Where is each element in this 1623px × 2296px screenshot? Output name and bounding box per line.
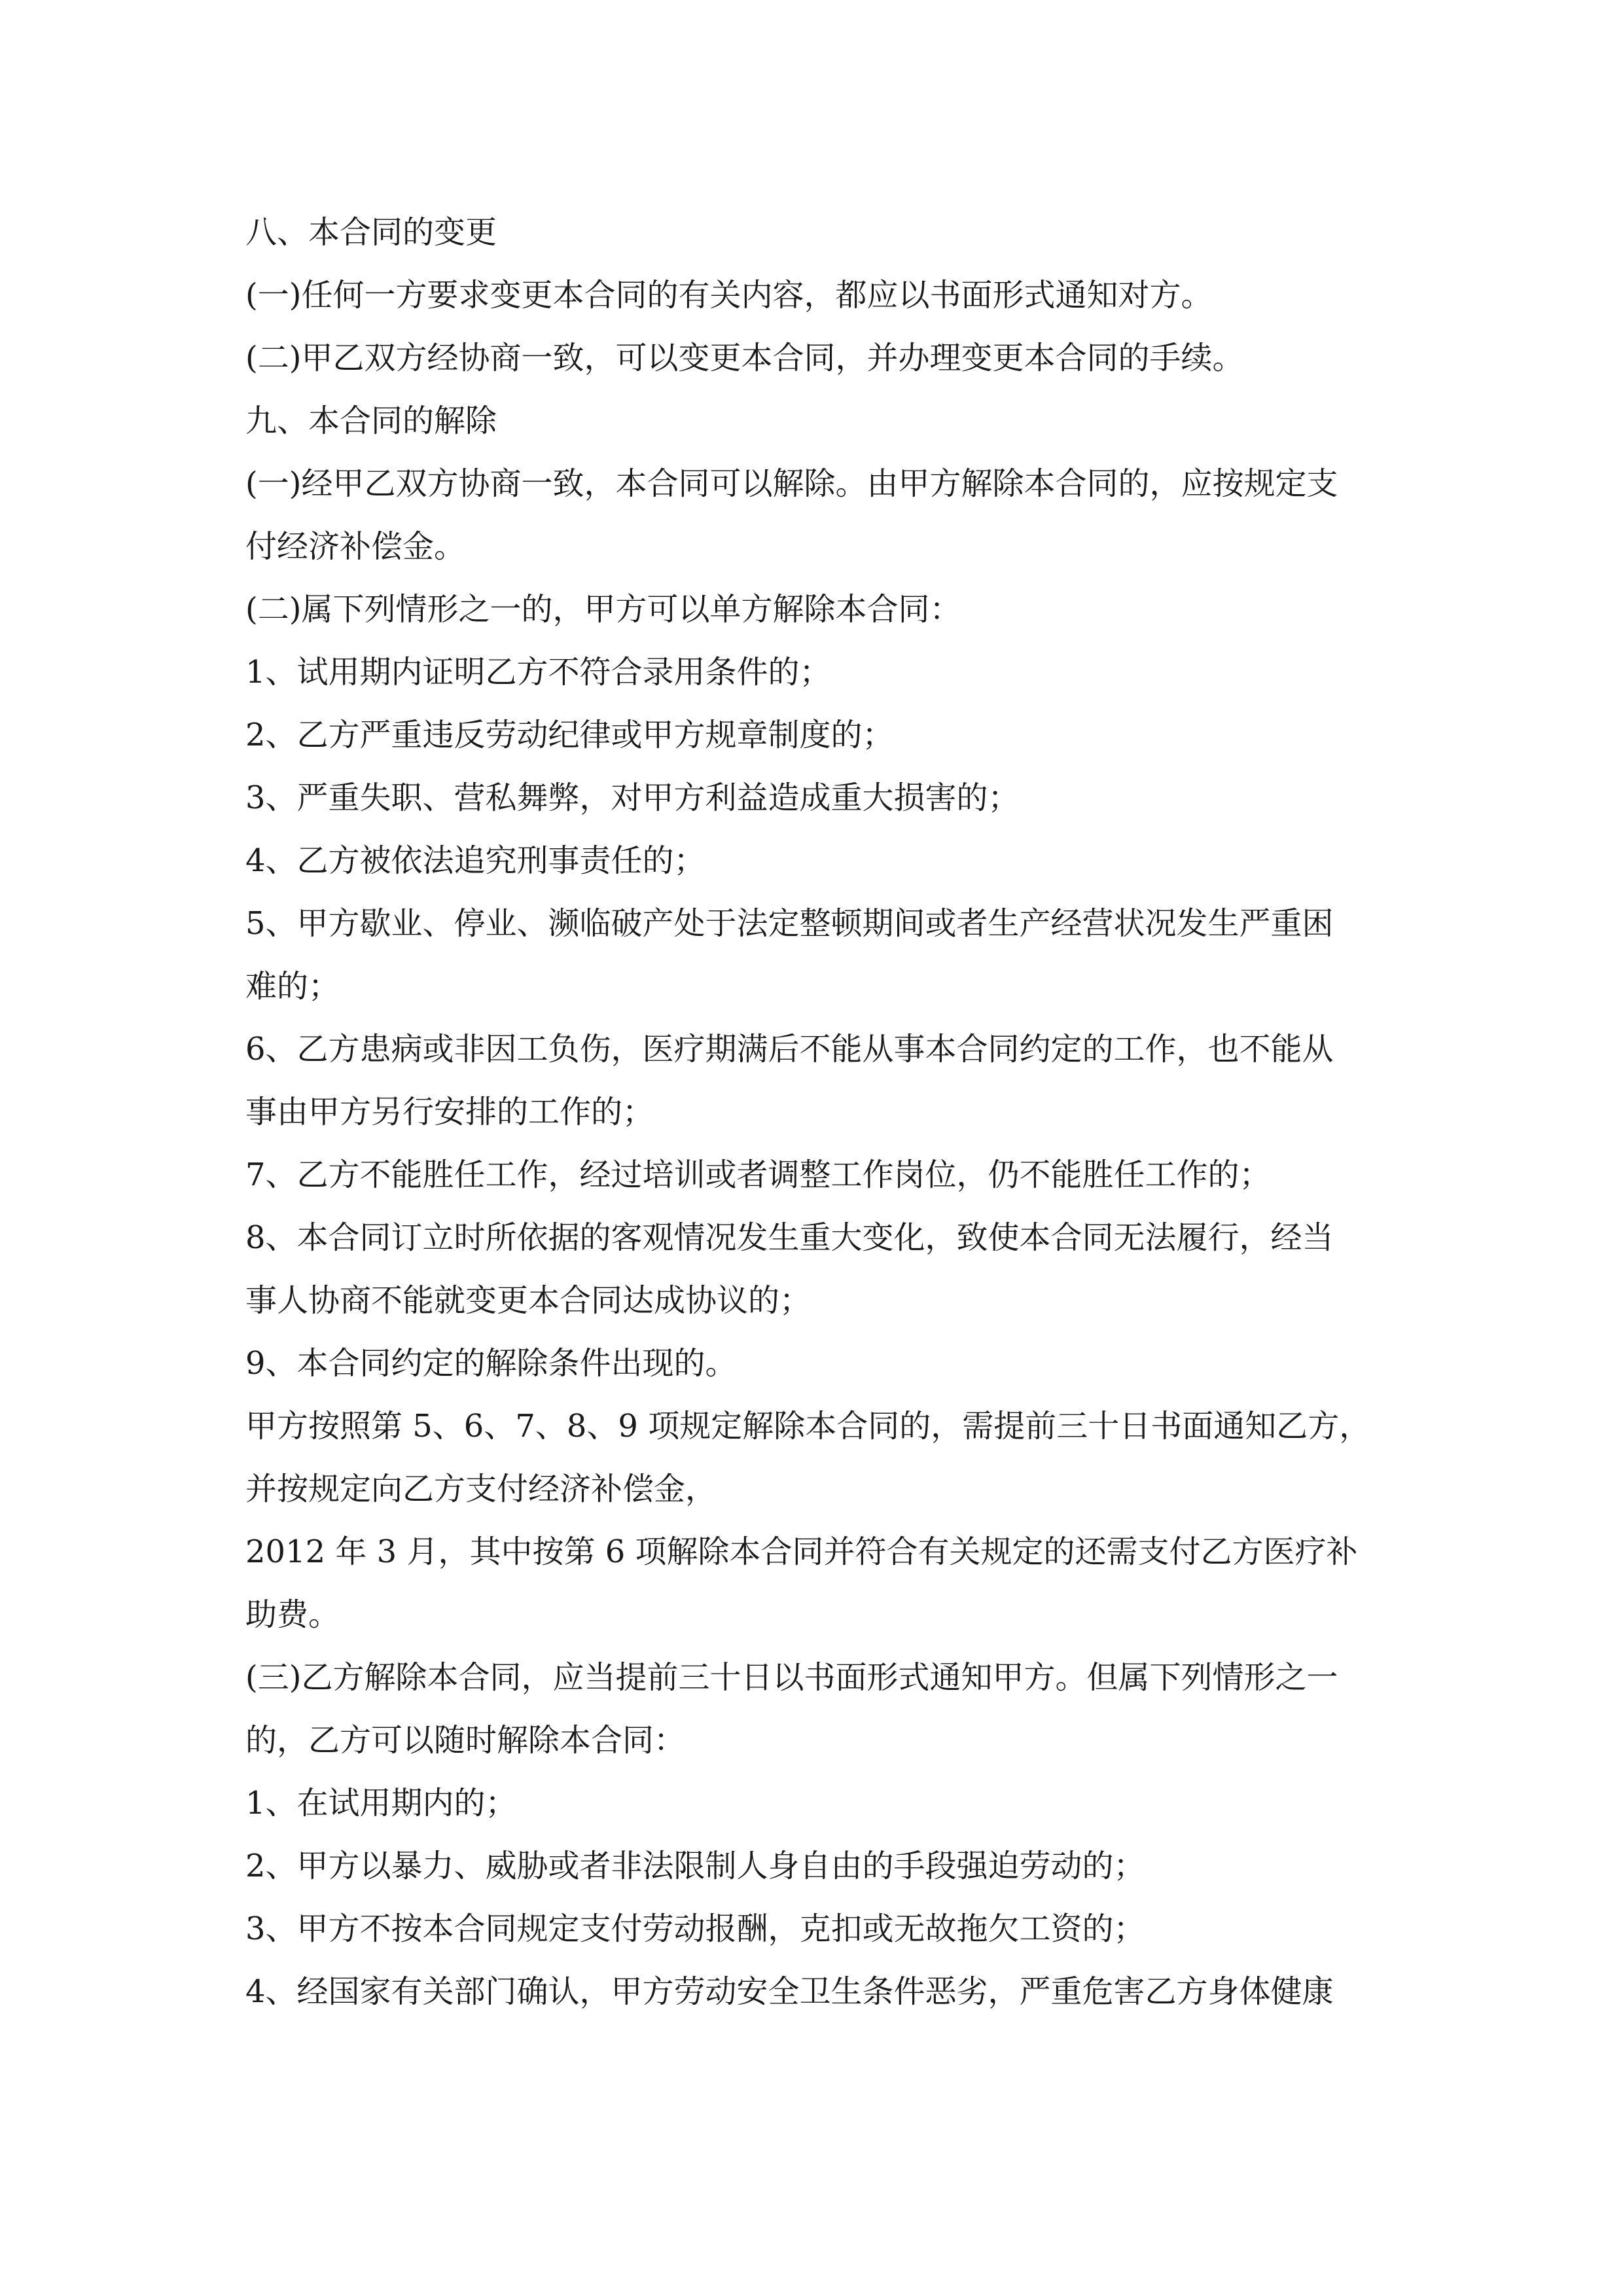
list-item-continuation: 事由甲方另行安排的工作的；	[245, 1094, 654, 1130]
list-item: 7、乙方不能胜任工作，经过培训或者调整工作岗位，仍不能胜任工作的；	[245, 1157, 1271, 1193]
list-item: 6、乙方患病或非因工负伤，医疗期满后不能从事本合同约定的工作，也不能从	[245, 1031, 1334, 1067]
list-item: 5、甲方歇业、停业、濒临破产处于法定整顿期间或者生产经营状况发生严重困	[245, 905, 1334, 942]
paragraph-line: (一)经甲乙双方协商一致，本合同可以解除。由甲方解除本合同的，应按规定支	[245, 465, 1338, 502]
paragraph-line: 2012 年 3 月，其中按第 6 项解除本合同并符合有关规定的还需支付乙方医疗补	[245, 1534, 1358, 1570]
list-item: 2、乙方严重违反劳动纪律或甲方规章制度的；	[245, 717, 894, 753]
list-item: 8、本合同订立时所依据的客观情况发生重大变化，致使本合同无法履行，经当	[245, 1219, 1334, 1256]
section-heading-9: 九、本合同的解除	[245, 403, 497, 439]
paragraph-line: 付经济补偿金。	[245, 528, 466, 565]
section-heading-8: 八、本合同的变更	[245, 214, 497, 251]
list-item: 3、严重失职、营私舞弊，对甲方利益造成重大损害的；	[245, 780, 1020, 816]
list-item: 4、乙方被依法追究刑事责任的；	[245, 842, 705, 879]
paragraph-line: (二)属下列情形之一的，甲方可以单方解除本合同：	[245, 591, 961, 628]
paragraph-line: (一)任何一方要求变更本合同的有关内容，都应以书面形式通知对方。	[245, 277, 1213, 314]
paragraph-line: 并按规定向乙方支付经济补偿金，	[245, 1471, 717, 1507]
list-item-continuation: 难的；	[245, 968, 340, 1005]
list-item: 2、甲方以暴力、威胁或者非法限制人身自由的手段强迫劳动的；	[245, 1848, 1145, 1884]
list-item-continuation: 事人协商不能就变更本合同达成协议的；	[245, 1282, 812, 1319]
paragraph-line: 助费。	[245, 1596, 340, 1633]
list-item: 1、试用期内证明乙方不符合录用条件的；	[245, 654, 831, 691]
paragraph-line: (二)甲乙双方经协商一致，可以变更本合同，并办理变更本合同的手续。	[245, 340, 1244, 376]
document-body	[245, 201, 1381, 2023]
list-item: 1、在试用期内的；	[245, 1785, 517, 1821]
paragraph-line: (三)乙方解除本合同，应当提前三十日以书面形式通知甲方。但属下列情形之一	[245, 1659, 1338, 1696]
list-item: 9、本合同约定的解除条件出现的。	[245, 1345, 737, 1382]
list-item: 3、甲方不按本合同规定支付劳动报酬，克扣或无故拖欠工资的；	[245, 1910, 1145, 1947]
list-item: 4、经国家有关部门确认，甲方劳动安全卫生条件恶劣，严重危害乙方身体健康	[245, 1973, 1334, 2010]
paragraph-line: 的，乙方可以随时解除本合同：	[245, 1722, 686, 1759]
paragraph-line: 甲方按照第 5、6、7、8、9 项规定解除本合同的，需提前三十日书面通知乙方，	[245, 1408, 1371, 1444]
